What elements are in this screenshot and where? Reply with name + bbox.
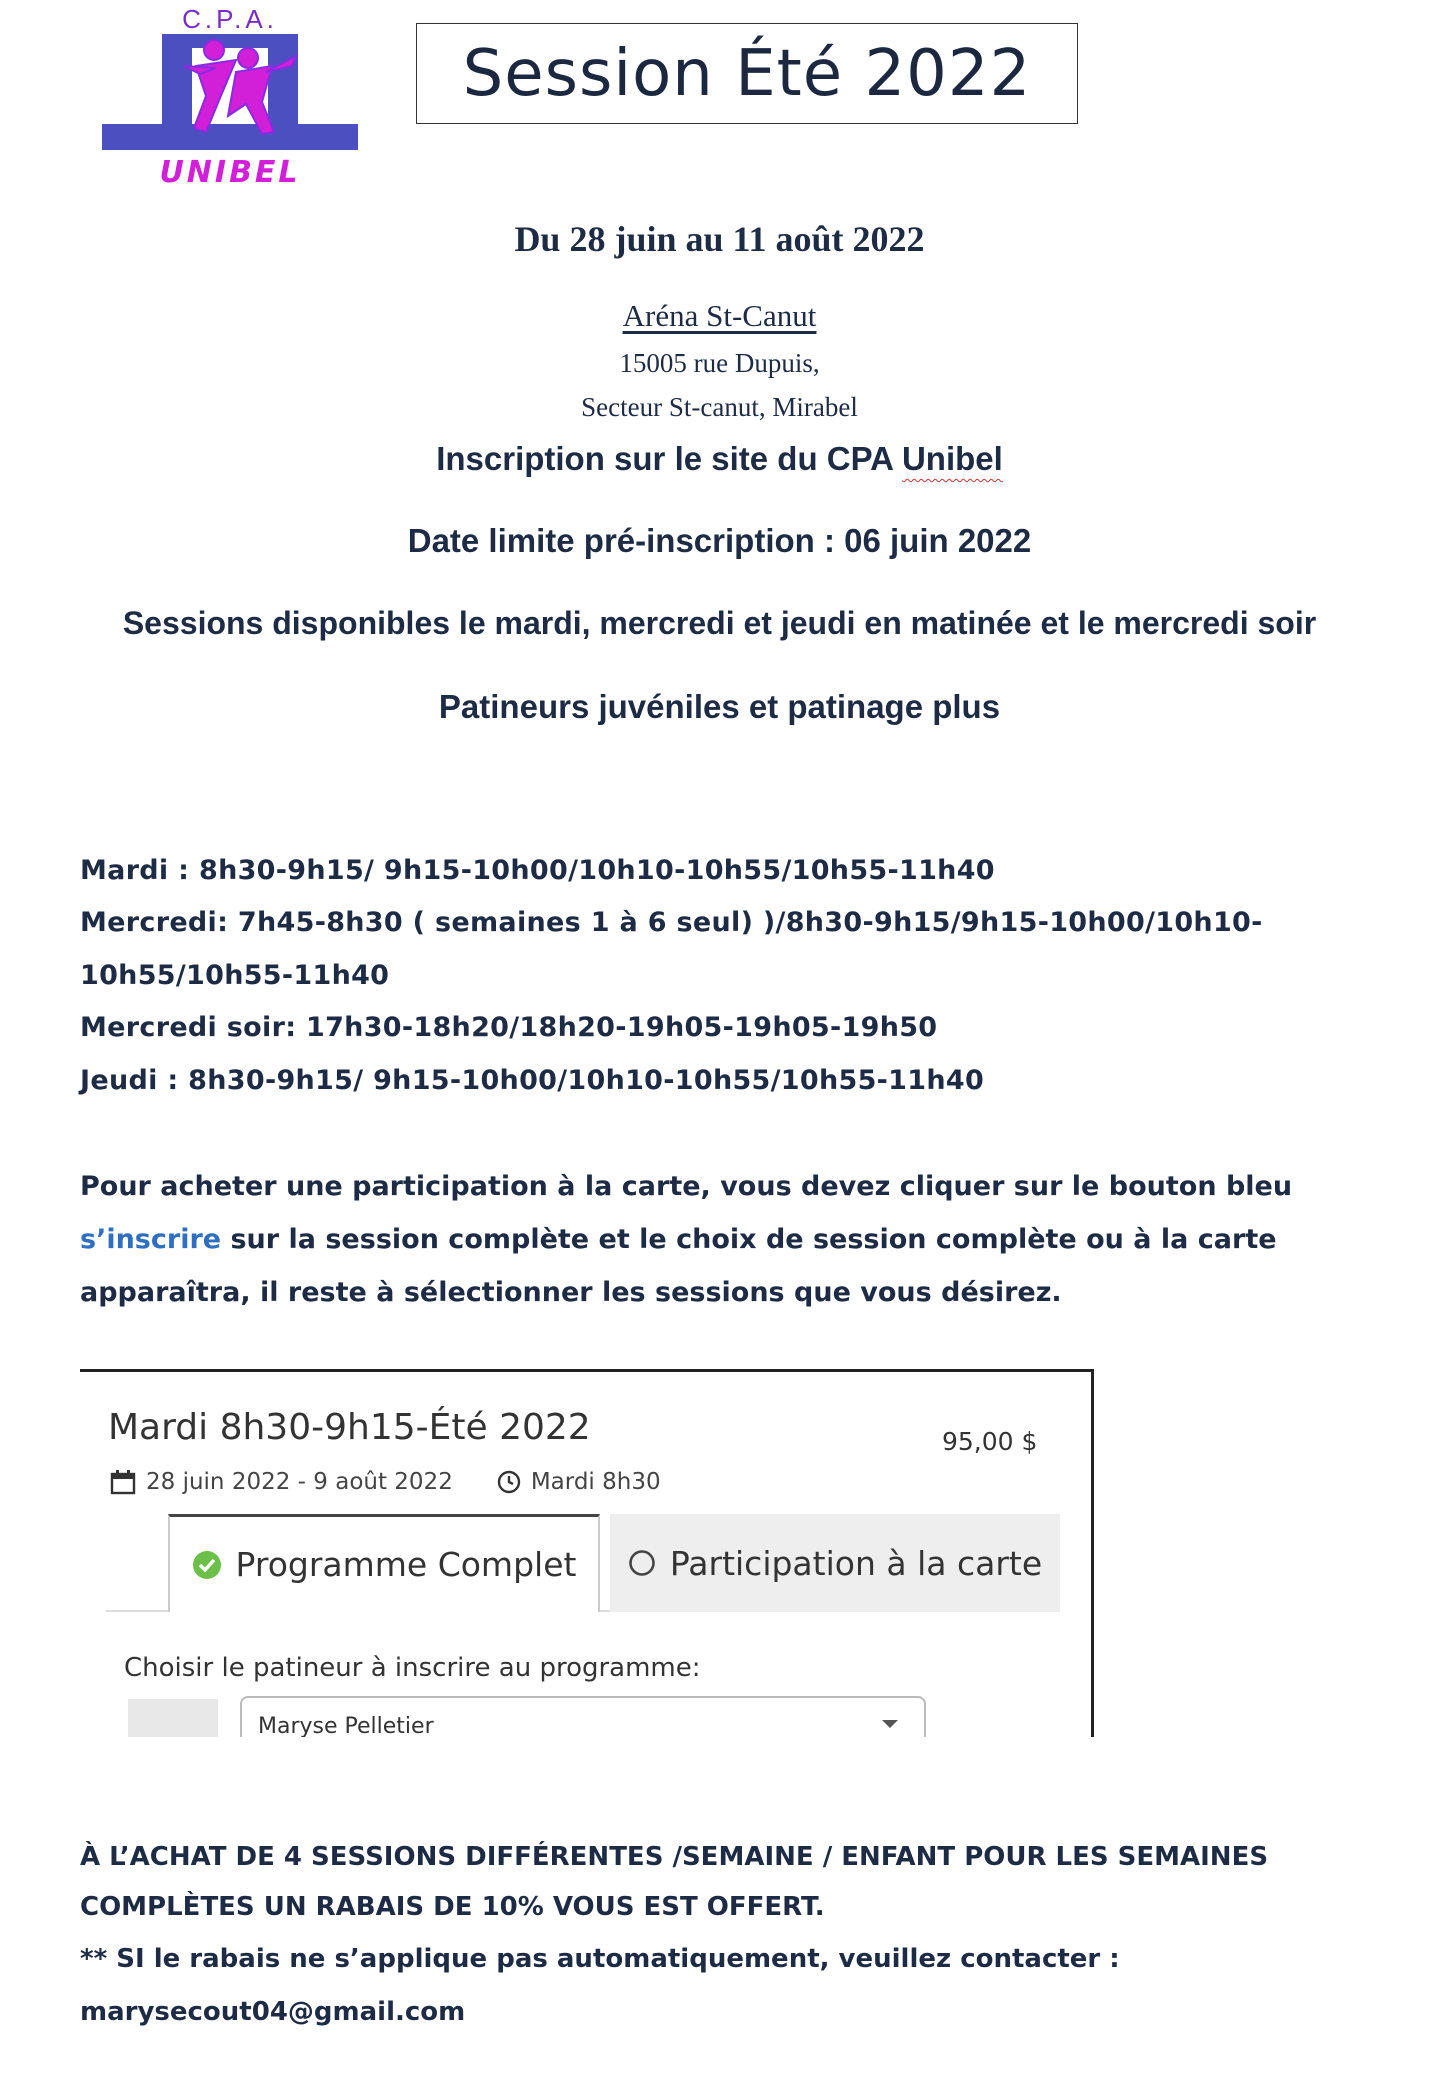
registration-deadline: Date limite pré-inscription : 06 juin 2022 bbox=[407, 522, 1032, 559]
card-meta bbox=[110, 1469, 661, 1495]
schedule-mercredi-line2: 10h55/10h55-11h40 bbox=[80, 960, 390, 991]
choose-skater-label: Choisir le patineur à inscrire au programme: bbox=[124, 1653, 701, 1683]
logo-bottom-text: UNIBEL bbox=[159, 155, 301, 186]
card-session-title: Mardi 8h30-9h15-Été 2022 bbox=[108, 1407, 591, 1448]
logo-top-text: C.P.A. bbox=[182, 6, 278, 34]
inscrire-link[interactable]: s’inscrire bbox=[80, 1224, 222, 1255]
inscription-club: Unibel bbox=[901, 440, 1003, 477]
chevron-down-icon bbox=[882, 1720, 898, 1728]
calendar-icon bbox=[110, 1469, 136, 1495]
schedule-jeudi: Jeudi : 8h30-9h15/ 9h15-10h00/10h10-10h55/10h55-11h40 bbox=[80, 1065, 985, 1096]
inscription-prefix: Inscription sur le site du CPA bbox=[436, 440, 902, 477]
check-circle-icon bbox=[192, 1550, 222, 1580]
cpa-unibel-logo bbox=[96, 6, 364, 186]
schedule-mercredi-line1: Mercredi: 7h45-8h30 ( semaines 1 à 6 seul) )/8h30-9h15/9h15-10h00/10h10- bbox=[80, 907, 1263, 938]
instructions-part2: sur la session complète et le choix de session complète ou à la carte apparaîtra, il reste à sélectionner les sessions que vous désirez. bbox=[80, 1224, 1277, 1308]
schedule-mercredi-soir: Mercredi soir: 17h30-18h20/18h20-19h05-19h05-19h50 bbox=[80, 1012, 938, 1043]
title-box bbox=[416, 23, 1078, 124]
skater-select[interactable] bbox=[240, 1696, 926, 1737]
address-line-1: 15005 rue Dupuis, bbox=[619, 348, 820, 378]
tab-programme-complet-label: Programme Complet bbox=[235, 1545, 577, 1584]
purchase-instructions bbox=[80, 1160, 1330, 1319]
clock-icon bbox=[497, 1470, 521, 1494]
event-dates: Du 28 juin au 11 août 2022 bbox=[514, 219, 925, 259]
inscription-note bbox=[0, 440, 1439, 478]
contact-email[interactable]: marysecout04@gmail.com bbox=[80, 1997, 466, 2027]
session-card-screenshot bbox=[80, 1369, 1094, 1737]
venue-name-text: Aréna St-Canut bbox=[622, 298, 817, 333]
card-time: Mardi 8h30 bbox=[530, 1469, 661, 1495]
venue-name bbox=[0, 298, 1439, 334]
selected-skater: Maryse Pelletier bbox=[258, 1714, 434, 1737]
audience: Patineurs juvéniles et patinage plus bbox=[438, 688, 1001, 725]
card-date-range: 28 juin 2022 - 9 août 2022 bbox=[146, 1469, 453, 1495]
tab-participation-carte[interactable] bbox=[610, 1514, 1060, 1612]
discount-line-2: COMPLÈTES UN RABAIS DE 10% VOUS EST OFFERT. bbox=[80, 1892, 825, 1922]
tab-participation-carte-label: Participation à la carte bbox=[669, 1543, 1043, 1583]
discount-note: ** SI le rabais ne s’applique pas automatiquement, veuillez contacter : bbox=[80, 1944, 1120, 1974]
address-line-2: Secteur St-canut, Mirabel bbox=[581, 392, 858, 422]
sessions-availability: Sessions disponibles le mardi, mercredi et jeudi en matinée et le mercredi soir bbox=[122, 605, 1317, 641]
discount-line-1: À L’ACHAT DE 4 SESSIONS DIFFÉRENTES /SEMAINE / ENFANT POUR LES SEMAINES bbox=[80, 1842, 1269, 1872]
quantity-box[interactable] bbox=[128, 1699, 218, 1737]
schedule-mardi: Mardi : 8h30-9h15/ 9h15-10h00/10h10-10h55/10h55-11h40 bbox=[80, 855, 995, 886]
tab-programme-complet[interactable] bbox=[168, 1514, 600, 1612]
card-price: 95,00 $ bbox=[942, 1427, 1038, 1456]
page-title: Session Été 2022 bbox=[462, 36, 1032, 111]
radio-empty-icon bbox=[628, 1549, 656, 1577]
instructions-part1: Pour acheter une participation à la carte, vous devez cliquer sur le bouton bleu bbox=[80, 1171, 1293, 1202]
